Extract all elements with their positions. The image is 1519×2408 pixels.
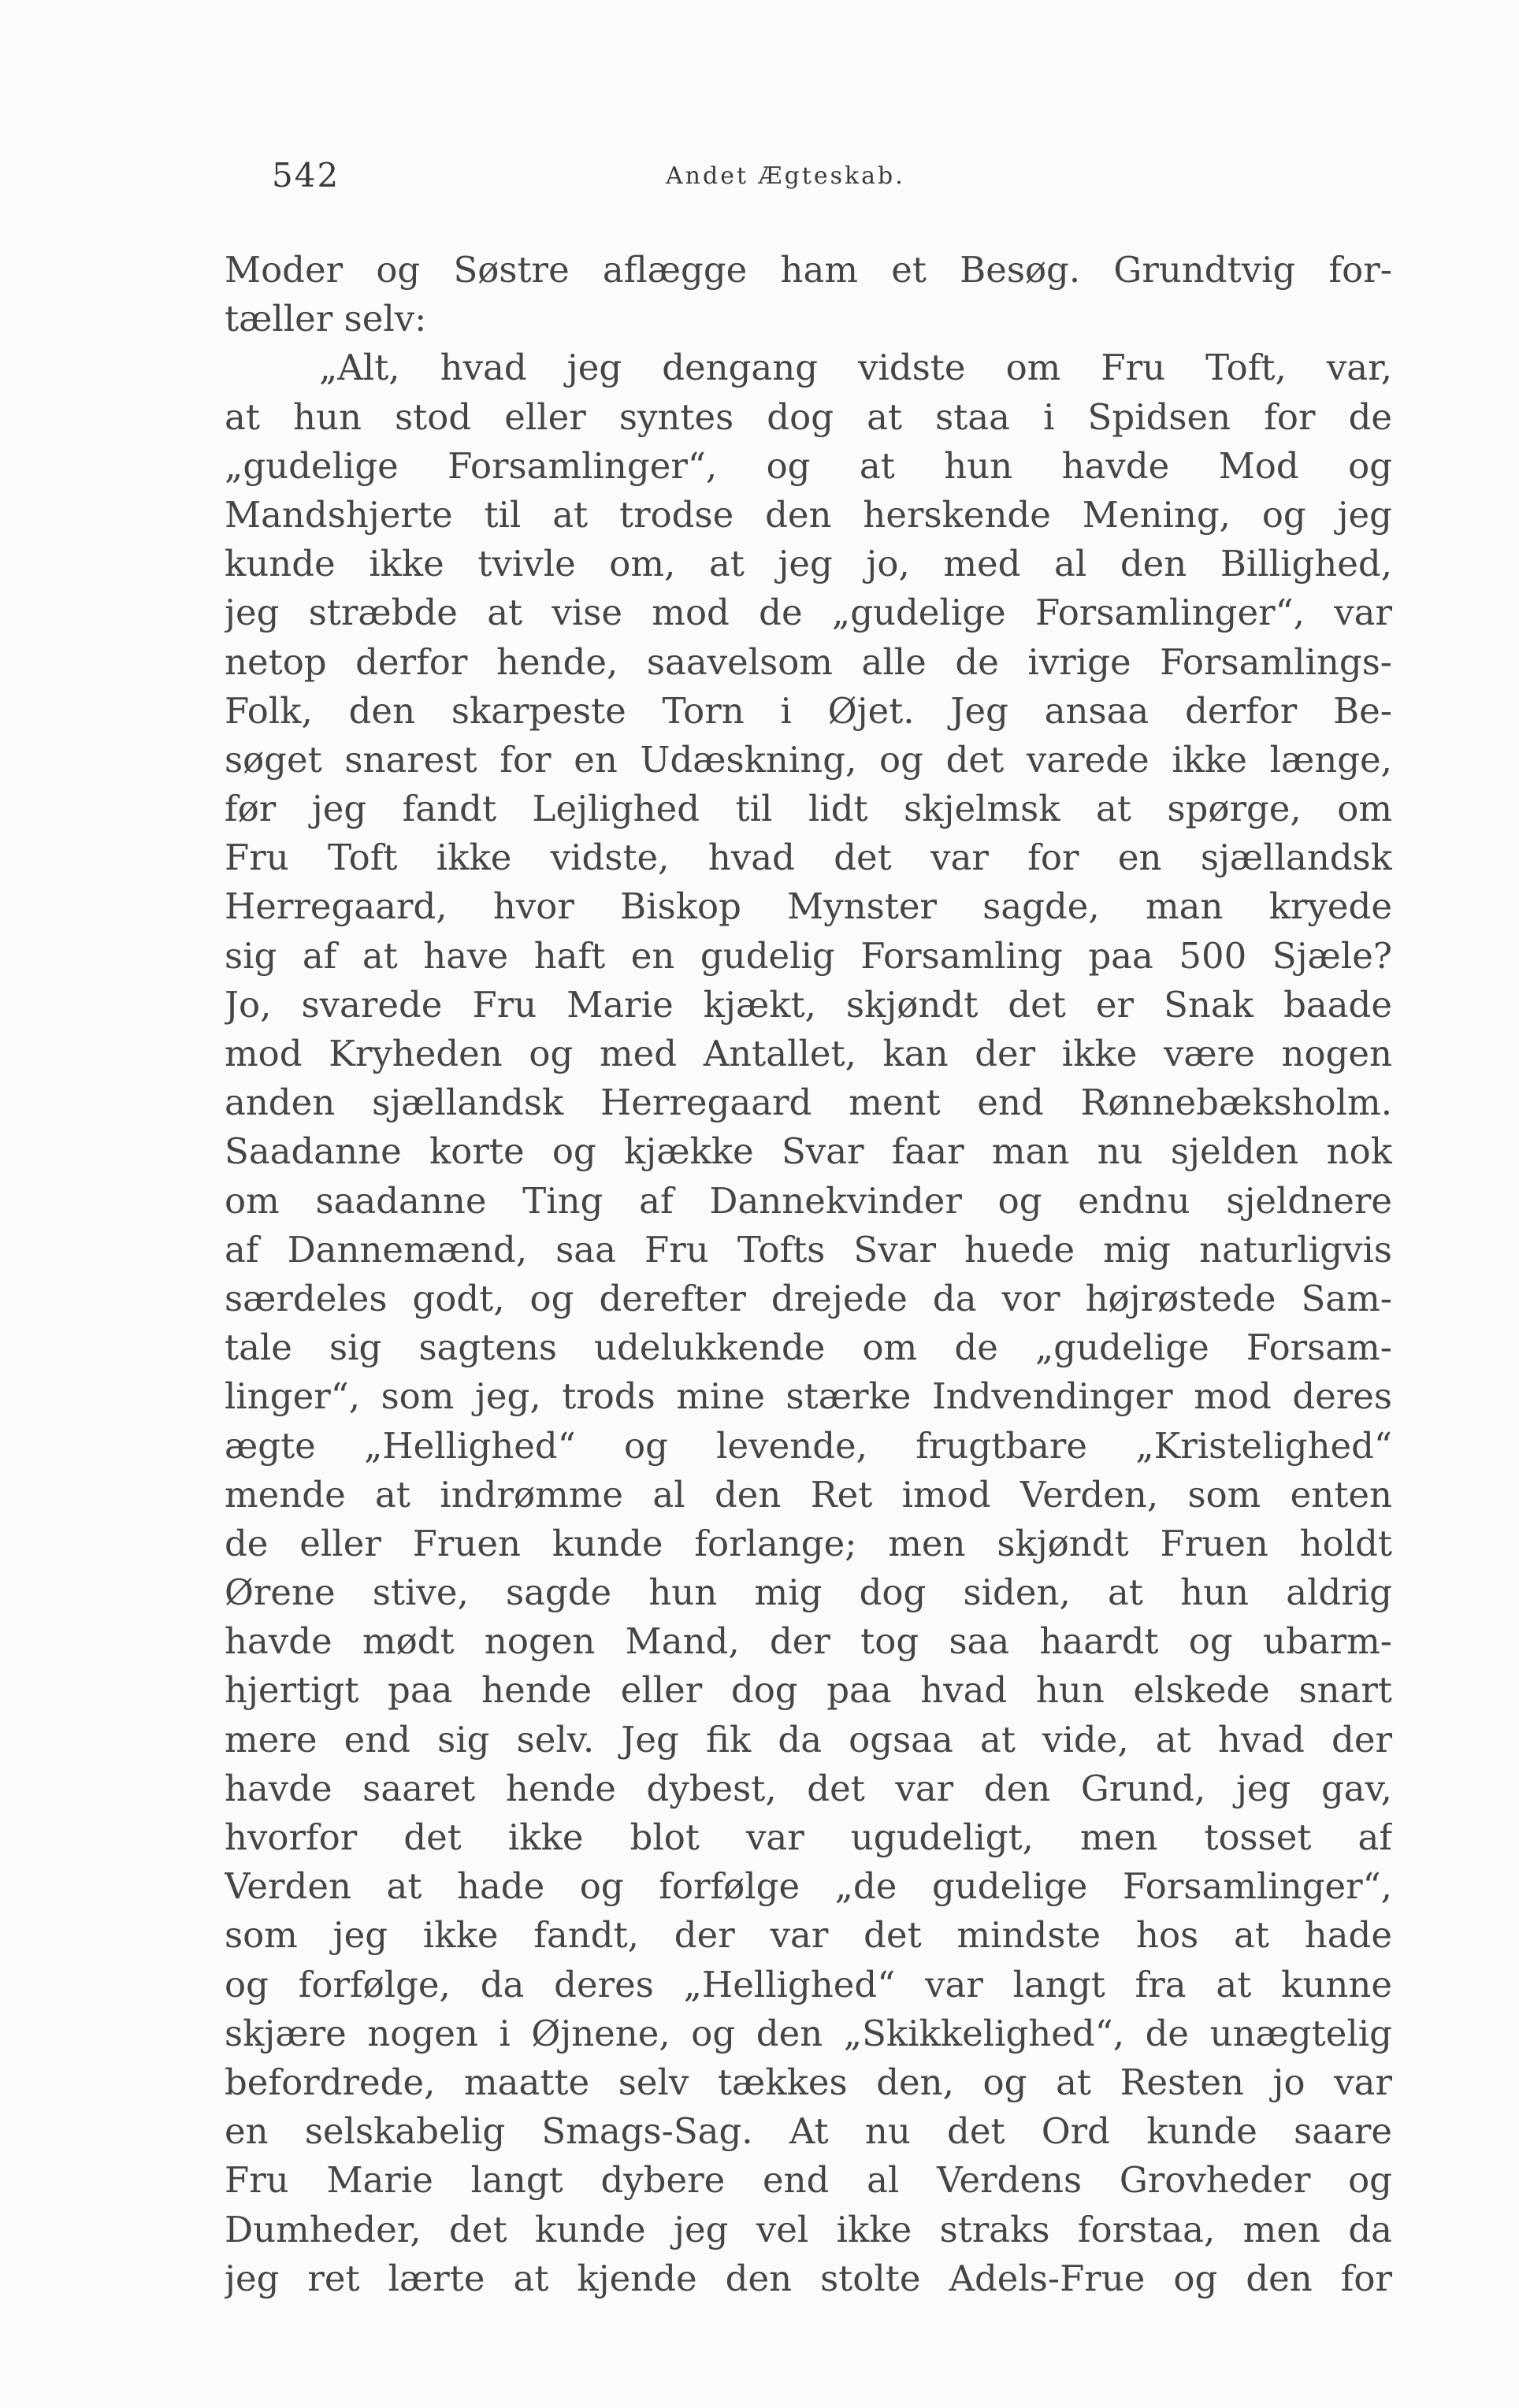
text-line: en selskabelig Smags-Sag. At nu det Ord kunde saare: [225, 2110, 1392, 2153]
text-line: anden sjællandsk Herregaard ment end Rønnebæksholm.: [225, 1082, 1392, 1124]
text-line: af Dannemænd, saa Fru Tofts Svar huede mig naturligvis: [225, 1228, 1392, 1271]
text-line: Verden at hade og forfølge „de gudelige Forsamlinger“,: [225, 1865, 1392, 1908]
text-line: at hun stod eller syntes dog at staa i Spidsen for de: [225, 395, 1392, 438]
text-line: Saadanne korte og kjække Svar faar man nu sjelden nok: [225, 1130, 1392, 1173]
text-line: hvorfor det ikke blot var ugudeligt, men tosset af: [225, 1816, 1392, 1858]
text-line: Moder og Søstre aflægge ham et Besøg. Grundtvig for-: [225, 249, 1392, 291]
text-line: de eller Fruen kunde forlange; men skjøndt Fruen holdt: [225, 1522, 1392, 1564]
text-line: tæller selv:: [225, 298, 427, 340]
text-line: Jo, svarede Fru Marie kjækt, skjøndt det er Snak baade: [225, 983, 1392, 1026]
text-line: jeg ret lærte at kjende den stolte Adels-Frue og den for: [225, 2257, 1392, 2299]
text-line: skjære nogen i Øjnene, og den „Skikkelighed“, de unægtelig: [225, 2012, 1392, 2054]
text-line: mere end sig selv. Jeg fik da ogsaa at vide, at hvad der: [225, 1718, 1392, 1761]
text-line: befordrede, maatte selv tækkes den, og at Resten jo var: [225, 2061, 1392, 2103]
text-line: Dumheder, det kunde jeg vel ikke straks forstaa, men da: [225, 2208, 1392, 2250]
text-line: søget snarest for en Udæskning, og det varede ikke længe,: [225, 738, 1392, 781]
text-line: Mandshjerte til at trodse den herskende Mening, og jeg: [225, 493, 1392, 536]
text-line: netop derfor hende, saavelsom alle de ivrige Forsamlings-: [225, 640, 1392, 683]
text-line: Fru Toft ikke vidste, hvad det var for en sjællandsk: [225, 837, 1392, 879]
text-line: tale sig sagtens udelukkende om de „gudelige Forsam-: [225, 1326, 1392, 1369]
text-line: og forfølge, da deres „Hellighed“ var langt fra at kunne: [225, 1963, 1392, 2005]
text-line: ægte „Hellighed“ og levende, frugtbare „Kristelighed“: [225, 1424, 1392, 1467]
text-line: havde mødt nogen Mand, der tog saa haardt og ubarm-: [225, 1620, 1392, 1663]
page-number: 542: [272, 156, 340, 195]
text-line: mende at indrømme al den Ret imod Verden, som enten: [225, 1473, 1392, 1516]
running-head: Andet Ægteskab.: [666, 162, 905, 190]
page-header: [225, 156, 1385, 206]
text-line: som jeg ikke fandt, der var det mindste hos at hade: [225, 1914, 1392, 1957]
text-line: særdeles godt, og derefter drejede da vor højrøstede Sam-: [225, 1277, 1392, 1319]
text-line: jeg stræbde at vise mod de „gudelige Forsamlinger“, var: [225, 592, 1392, 634]
text-line: hjertigt paa hende eller dog paa hvad hun elskede snart: [225, 1669, 1392, 1712]
text-line: Ørene stive, sagde hun mig dog siden, at hun aldrig: [225, 1571, 1392, 1614]
text-line: Herregaard, hvor Biskop Mynster sagde, man kryede: [225, 885, 1392, 928]
text-line: „Alt, hvad jeg dengang vidste om Fru Toft, var,: [319, 347, 1392, 389]
text-line: „gudelige Forsamlinger“, og at hun havde Mod og: [225, 444, 1392, 487]
text-line: mod Kryheden og med Antallet, kan der ikke være nogen: [225, 1033, 1392, 1074]
body-text: [225, 246, 1392, 2303]
text-line: Folk, den skarpeste Torn i Øjet. Jeg ansaa derfor Be-: [225, 689, 1392, 732]
text-line: Fru Marie langt dybere end al Verdens Grovheder og: [225, 2159, 1392, 2202]
text-line: før jeg fandt Lejlighed til lidt skjelmsk at spørge, om: [225, 788, 1392, 830]
text-line: havde saaret hende dybest, det var den Grund, jeg gav,: [225, 1767, 1392, 1809]
text-line: linger“, som jeg, trods mine stærke Indvendinger mod deres: [225, 1375, 1392, 1418]
text-line: kunde ikke tvivle om, at jeg jo, med al den Billighed,: [225, 543, 1392, 585]
text-line: om saadanne Ting af Dannekvinder og endnu sjeldnere: [225, 1179, 1392, 1222]
text-line: sig af at have haft en gudelig Forsamling paa 500 Sjæle?: [225, 934, 1392, 977]
